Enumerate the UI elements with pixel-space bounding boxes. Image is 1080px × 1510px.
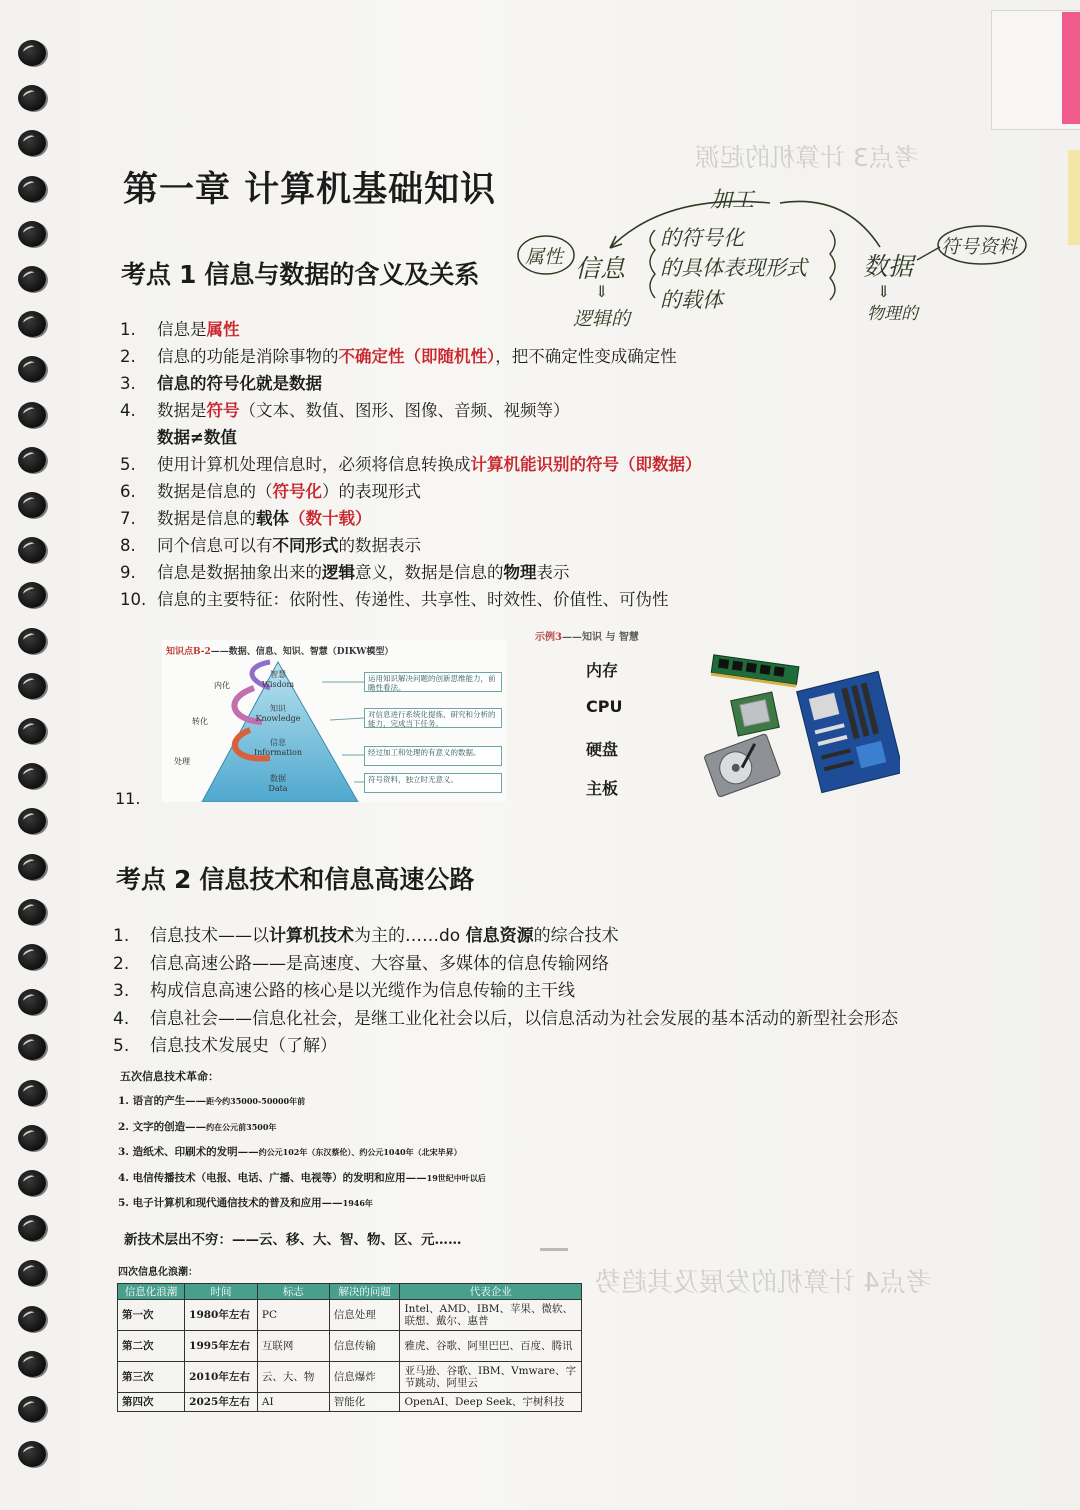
table-header-cell: 代表企业 xyxy=(400,1284,582,1300)
table-cell: 智能化 xyxy=(329,1393,400,1412)
binding-hole xyxy=(18,1170,46,1196)
list-item-number: 3. xyxy=(120,374,136,393)
text-segment: 信息是数据抽象出来的 xyxy=(157,563,322,582)
binding-hole xyxy=(18,673,46,699)
text-segment: 计算机技术 xyxy=(269,926,354,946)
binding-hole xyxy=(18,130,46,156)
bleed-through-heading-4: 考点4 计算机的发展及其趋势 xyxy=(595,1268,932,1298)
dikw-desc-data: 符号资料，独立时无意义。 xyxy=(364,773,502,793)
section1-heading: 信息与数据的含义及关系 xyxy=(204,260,480,289)
hardware-illustration xyxy=(700,652,900,802)
hw-line1: 的符号化 xyxy=(660,226,744,250)
list-item-text xyxy=(150,978,575,1006)
hw-down-arrow-2: ⇓ xyxy=(877,282,891,301)
list-item-text xyxy=(157,478,421,505)
hw-physical: 物理的 xyxy=(867,304,918,324)
text-segment: ）的表现形式 xyxy=(322,482,421,501)
hw-label-motherboard: 主板 xyxy=(586,779,619,798)
hw-label-memory: 内存 xyxy=(586,661,619,680)
item-11-number: 11. xyxy=(115,789,141,808)
binding-hole xyxy=(18,402,46,428)
dikw-desc-information: 经过加工和处理的有意义的数据。 xyxy=(364,746,502,766)
table-cell: PC xyxy=(257,1300,329,1331)
text-segment: 不确定性（即随机性） xyxy=(338,347,496,366)
text-segment: 数据是 xyxy=(157,401,207,420)
dikw-desc-wisdom: 运用知识解决问题的创新思维能力，前瞻性看法。 xyxy=(364,672,502,692)
section2-number: 2 xyxy=(174,865,192,894)
text-segment: 使用计算机处理信息时，必须将信息转换成 xyxy=(157,455,471,474)
text-segment: 信息的主要特征：依附性、传递性、共享性、时效性、价值性、可伪性 xyxy=(157,590,669,609)
binding-hole xyxy=(18,537,46,563)
table-row xyxy=(118,1331,582,1362)
hw-info: 信息 xyxy=(575,254,626,283)
dikw-side-internalize: 内化 xyxy=(214,681,230,690)
table-cell: AI xyxy=(257,1393,329,1412)
text-segment: 构成信息高速公路的核心是以光缆作为信息传输的主干线 xyxy=(150,981,575,1001)
text-segment: 同个信息可以有 xyxy=(157,536,273,555)
revolution-item xyxy=(118,1144,486,1170)
binding-hole xyxy=(18,221,46,247)
text-segment: 载体 xyxy=(256,509,289,528)
list-item-text xyxy=(157,505,372,532)
memory-module-image xyxy=(711,655,799,688)
binding-hole xyxy=(18,1441,46,1467)
binding-hole xyxy=(18,1034,46,1060)
hw-label-cpu: CPU xyxy=(586,697,623,716)
binding-hole xyxy=(18,854,46,880)
binding-hole xyxy=(18,492,46,518)
yellow-sticky-tab[interactable] xyxy=(1068,150,1080,245)
list-item-text xyxy=(150,951,609,979)
dikw-title-text: ——数据、信息、知识、智慧（DIKW模型） xyxy=(210,647,394,657)
revolution-item xyxy=(118,1170,486,1196)
revolution-main: 4. 电信传播技术（电报、电话、广播、电视等）的发明和应用—— xyxy=(118,1171,427,1184)
hw-label-harddisk: 硬盘 xyxy=(586,740,619,759)
dikw-level-wisdom: 智慧 Wisdom xyxy=(261,670,295,689)
pink-sticky-tab[interactable] xyxy=(1062,12,1080,124)
list-item-text xyxy=(157,532,421,559)
binding-hole xyxy=(18,628,46,654)
text-segment: 的综合技术 xyxy=(533,926,619,946)
section2-prefix: 考点 xyxy=(116,865,167,894)
text-segment: 信息社会——信息化社会，是继工业化社会以后，以信息活动为社会发展的基本活动的新型社会形态 xyxy=(150,1008,898,1029)
table-cell: 互联网 xyxy=(257,1331,329,1362)
handwritten-annotation xyxy=(515,185,1035,330)
text-segment: 表示 xyxy=(536,563,570,582)
example3-tag: 示例3 xyxy=(535,632,562,643)
text-segment: 计算机能识别的符号（即数据） xyxy=(470,455,702,474)
text-segment: 信息技术——以 xyxy=(150,926,269,946)
table-cell: OpenAI、Deep Seek、宇树科技 xyxy=(400,1393,582,1412)
list-item-number: 5. xyxy=(113,1036,130,1056)
table-cell: 第一次 xyxy=(118,1300,185,1331)
text-segment: ，把不确定性变成确定性 xyxy=(495,347,677,366)
list-item-number: 1. xyxy=(113,926,130,946)
waves-title: 四次信息化浪潮： xyxy=(118,1267,198,1278)
section1-number: 1 xyxy=(179,260,197,289)
binding-hole xyxy=(18,447,46,473)
revolution-item xyxy=(118,1119,486,1145)
list-item-number: 8. xyxy=(120,536,136,555)
hw-line2: 的具体表现形式 xyxy=(660,256,807,280)
text-segment: 信息的功能是消除事物的 xyxy=(157,347,339,366)
text-segment: 为主的……do xyxy=(354,926,466,946)
binding-hole xyxy=(18,1260,46,1286)
text-segment: 信息资源 xyxy=(465,926,534,946)
revolution-main: 5. 电子计算机和现代通信技术的普及和应用—— xyxy=(118,1197,343,1209)
binding-hole xyxy=(18,1306,46,1332)
hw-logical: 逻辑的 xyxy=(573,308,631,330)
section2-heading: 信息技术和信息高速公路 xyxy=(199,865,475,894)
hw-data: 数据 xyxy=(863,252,914,281)
binding-hole xyxy=(18,763,46,789)
hw-line3: 的载体 xyxy=(660,288,723,312)
table-cell: 亚马逊、谷歌、IBM、Vmware、字节跳动、阿里云 xyxy=(400,1362,582,1393)
text-segment: 数据是信息的（ xyxy=(157,482,273,501)
binding-hole xyxy=(18,40,46,66)
revolutions-list xyxy=(118,1093,486,1221)
dikw-desc-knowledge: 对信息进行系统化提炼、研究和分析的能力，完成当下任务。 xyxy=(364,708,502,728)
list-item-text xyxy=(157,586,669,613)
text-segment: 信息高速公路——是高速度、大容量、多媒体的信息传输网络 xyxy=(150,953,609,974)
binding-hole xyxy=(18,266,46,292)
table-header-row xyxy=(118,1284,582,1300)
text-segment: 符号 xyxy=(206,401,240,420)
binding-hole xyxy=(18,1351,46,1377)
section1-prefix: 考点 xyxy=(121,260,172,289)
revolution-note: 约在公元前3500年 xyxy=(206,1121,277,1132)
text-segment: 逻辑 xyxy=(322,563,355,582)
list-item-text xyxy=(157,343,677,370)
hw-process: 加工 xyxy=(710,188,755,213)
list-item-number: 9. xyxy=(120,563,136,582)
list-item-text xyxy=(150,923,619,951)
text-segment: 的数据表示 xyxy=(338,536,421,555)
table-cell: 第二次 xyxy=(118,1331,185,1362)
divider-mark xyxy=(540,1248,568,1251)
text-segment: 属性 xyxy=(206,320,240,339)
cpu-image xyxy=(731,692,780,736)
binding-hole xyxy=(18,944,46,970)
list-item-text xyxy=(150,1033,337,1061)
text-segment: 不同形式 xyxy=(272,536,339,555)
list-item-text xyxy=(157,370,322,397)
binding-hole xyxy=(18,1080,46,1106)
list-item-text xyxy=(157,559,570,586)
binding-hole xyxy=(18,899,46,925)
revolution-main: 1. 语言的产生—— xyxy=(118,1095,207,1107)
hw-down-arrow: ⇓ xyxy=(595,282,609,301)
binding-hole xyxy=(18,1215,46,1241)
table-cell: 信息爆炸 xyxy=(329,1362,400,1393)
revolutions-title: 五次信息技术革命： xyxy=(120,1070,219,1083)
revolution-note: 距今约35000-50000年前 xyxy=(206,1096,306,1106)
text-segment: 信息的符号化就是数据 xyxy=(157,374,322,393)
text-segment: 数据≠数值 xyxy=(157,428,237,447)
dikw-model-figure xyxy=(162,640,506,802)
binding-hole xyxy=(18,1396,46,1422)
list-item-number: 2. xyxy=(113,953,130,974)
dikw-title-tag: 知识点B-2 xyxy=(166,647,211,657)
list-item-number: 5. xyxy=(120,455,136,474)
binding-hole xyxy=(18,1125,46,1151)
list-item-number: 4. xyxy=(113,1008,130,1029)
section1-title xyxy=(121,255,479,291)
text-segment: （文本、数值、图形、图像、音频、视频等） xyxy=(239,401,570,420)
table-body xyxy=(118,1300,582,1412)
list-item-number: 7. xyxy=(120,509,136,528)
list-item-number: 2. xyxy=(120,347,136,366)
table-row xyxy=(118,1393,582,1412)
binding-hole xyxy=(18,356,46,382)
table-row xyxy=(118,1300,582,1331)
binding-hole xyxy=(18,85,46,111)
example3-title-text: ——知识 与 智慧 xyxy=(561,632,639,643)
list-item-number: 10. xyxy=(120,590,147,609)
binding-hole xyxy=(18,311,46,337)
chapter-title: 第一章 计算机基础知识 xyxy=(123,170,497,210)
revolution-main: 3. 造纸术、印刷术的发明—— xyxy=(118,1146,259,1158)
table-cell: 1995年左右 xyxy=(185,1331,258,1362)
binding-hole xyxy=(18,989,46,1015)
list-item-text xyxy=(157,451,702,478)
list-item-number: 3. xyxy=(113,981,130,1001)
table-cell: 第三次 xyxy=(118,1362,185,1393)
table-cell: Intel、AMD、IBM、苹果、微软、联想、戴尔、惠普 xyxy=(400,1300,582,1331)
table-cell: 第四次 xyxy=(118,1393,185,1412)
table-cell: 信息处理 xyxy=(329,1300,400,1331)
binding-hole xyxy=(18,176,46,202)
hw-attribute: 属性 xyxy=(525,246,564,268)
text-segment: 物理 xyxy=(503,563,537,582)
table-cell: 2010年左右 xyxy=(185,1362,258,1393)
example3-title xyxy=(535,628,639,643)
revolution-item xyxy=(118,1093,486,1119)
list-item-text xyxy=(150,1006,898,1034)
text-segment: 信息技术发展史（了解） xyxy=(150,1036,337,1056)
table-cell: 雅虎、谷歌、阿里巴巴、百度、腾讯 xyxy=(400,1331,582,1362)
list-item-text xyxy=(157,397,570,424)
table-header-cell: 信息化浪潮 xyxy=(118,1284,185,1300)
revolution-main: 2. 文字的创造—— xyxy=(118,1120,207,1133)
text-segment: 信息是 xyxy=(157,320,207,339)
dikw-side-process: 处理 xyxy=(174,757,190,766)
table-header-cell: 时间 xyxy=(185,1284,258,1300)
list-item-number: 1. xyxy=(120,320,136,339)
motherboard-image xyxy=(797,671,900,792)
section2-title xyxy=(116,860,474,896)
dikw-side-transform: 转化 xyxy=(192,717,208,726)
dikw-level-data: 数据 Data xyxy=(268,774,288,793)
binding-hole xyxy=(18,718,46,744)
text-segment: 意义，数据是信息的 xyxy=(355,563,504,582)
harddisk-image xyxy=(704,733,781,797)
revolution-note: 19世纪中叶以后 xyxy=(426,1172,486,1183)
revolution-note: 约公元102年（东汉蔡伦）、约公元1040年（北宋毕昇） xyxy=(258,1147,462,1157)
table-row xyxy=(118,1362,582,1393)
table-cell: 1980年左右 xyxy=(185,1300,258,1331)
table-header-cell: 解决的问题 xyxy=(329,1284,400,1300)
hw-symbol-material: 符号资料 xyxy=(941,236,1018,258)
text-segment: 符号化 xyxy=(272,482,322,501)
text-segment: 数据是信息的 xyxy=(157,509,256,528)
table-cell: 信息传输 xyxy=(329,1331,400,1362)
text-segment: （数十载） xyxy=(289,509,372,528)
table-header-cell: 标志 xyxy=(257,1284,329,1300)
table-cell: 云、大、物 xyxy=(257,1362,329,1393)
new-tech-line: 新技术层出不穷：——云、移、大、智、物、区、元…… xyxy=(124,1232,462,1248)
dikw-level-information: 信息 Information xyxy=(253,738,302,757)
binding-hole xyxy=(18,582,46,608)
list-item-number: 4. xyxy=(120,401,136,420)
info-waves-table xyxy=(117,1283,582,1412)
binding-hole xyxy=(18,808,46,834)
revolution-item xyxy=(118,1195,486,1221)
dikw-level-knowledge: 知识 Knowledge xyxy=(255,704,301,723)
list-item-number: 6. xyxy=(120,482,136,501)
bleed-through-heading-3: 考点3 计算机的起源 xyxy=(695,143,919,172)
revolution-note: 1946年 xyxy=(342,1198,373,1208)
list-item-text xyxy=(157,316,240,343)
table-cell: 2025年左右 xyxy=(185,1393,258,1412)
list-item-text xyxy=(157,424,237,451)
